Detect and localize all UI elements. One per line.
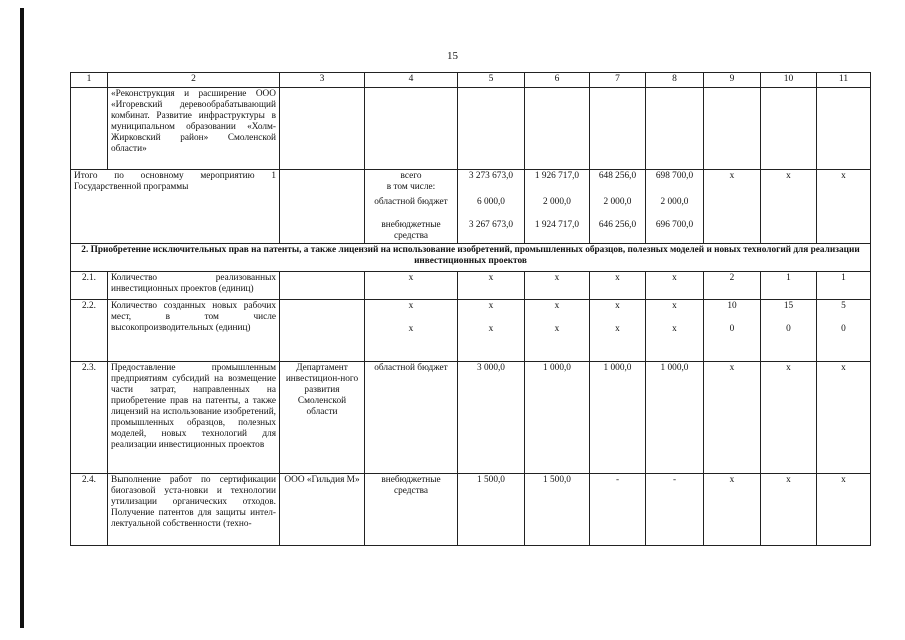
row-number: 2.3. bbox=[71, 362, 108, 474]
table-row-2-1 bbox=[71, 272, 871, 300]
cell-empty bbox=[71, 88, 108, 170]
value-extrabudget: 1 924 717,0 bbox=[534, 220, 580, 230]
cell-empty bbox=[704, 88, 761, 170]
value-line2: х bbox=[554, 324, 560, 334]
cell-empty bbox=[458, 88, 525, 170]
value-line1: х bbox=[554, 301, 560, 311]
cell-empty bbox=[525, 88, 590, 170]
cell-col9: 2 bbox=[704, 272, 761, 300]
col-number: 3 bbox=[280, 73, 365, 88]
cell-col11: х bbox=[817, 474, 871, 546]
value-regional: 2 000,0 bbox=[603, 197, 632, 207]
value-line2: х bbox=[615, 324, 620, 334]
row-number: 2.4. bbox=[71, 474, 108, 546]
value-line1: 5 bbox=[841, 301, 846, 311]
row-number: 2.2. bbox=[71, 300, 108, 362]
cell-col5: 3 000,0 bbox=[458, 362, 525, 474]
cell-col7 bbox=[590, 300, 646, 362]
value-line2: х bbox=[488, 324, 494, 334]
source-total: всего bbox=[400, 171, 422, 181]
col-number: 8 bbox=[646, 73, 704, 88]
cell-col8: - bbox=[646, 474, 704, 546]
cell-measure: Предоставление промышленным предприятиям субсидий на возмещение части затрат, направленных на приобретение прав на патенты, а также лицензий на использование изобретений, промышленных образцов, полезных моделей, новых технологий для реализации инвестиционных проектов bbox=[108, 362, 280, 474]
cell-total-label: Итого по основному мероприятию 1 Государственной программы bbox=[71, 170, 280, 244]
table-row-2-3 bbox=[71, 362, 871, 474]
cell-col9: х bbox=[704, 170, 761, 244]
value-extrabudget: 3 267 673,0 bbox=[468, 220, 514, 230]
value-line2: 0 bbox=[729, 324, 735, 334]
cell-empty bbox=[280, 300, 365, 362]
cell-col10 bbox=[761, 300, 817, 362]
cell-col5: 1 500,0 bbox=[458, 474, 525, 546]
value-line1: 10 bbox=[727, 301, 737, 311]
cell-col5: х bbox=[458, 272, 525, 300]
value-extrabudget: 646 256,0 bbox=[598, 220, 637, 230]
cell-empty bbox=[365, 88, 458, 170]
cell-measure: Выполнение работ по сертификации биогазовой уста-новки и технологии утилизации органических отходов. Получение патентов для защиты интел-лектуальной собственности (техно- bbox=[108, 474, 280, 546]
section-title: 2. Приобретение исключительных прав на патенты, а также лицензий на использование изобретений, промышленных образцов, полезных моделей и новых технологий для реализации инвестиционных проектов bbox=[71, 244, 871, 272]
value-line2: х bbox=[408, 324, 414, 334]
cell-col6: х bbox=[525, 272, 590, 300]
table-row-2-2 bbox=[71, 300, 871, 362]
cell-description: «Реконструкция и расширение ООО «Игоревский деревообрабатывающий комбинат. Развитие инфраструктуры в муниципальном образовании «Холм-Жирковский район» Смоленской области» bbox=[108, 88, 280, 170]
cell-col5 bbox=[458, 300, 525, 362]
value-line1: х bbox=[615, 301, 620, 311]
cell-col10: х bbox=[761, 362, 817, 474]
value-total: 648 256,0 bbox=[598, 171, 637, 181]
cell-col8 bbox=[646, 170, 704, 244]
source-extrabudget: внебюджетные средства bbox=[381, 220, 441, 241]
col-number: 11 bbox=[817, 73, 871, 88]
cell-col7 bbox=[590, 170, 646, 244]
cell-executor: Департамент инвестицион-ного развития Смоленской области bbox=[280, 362, 365, 474]
value-regional: 6 000,0 bbox=[477, 197, 505, 207]
cell-empty bbox=[817, 88, 871, 170]
cell-col10: х bbox=[761, 170, 817, 244]
cell-col8: х bbox=[646, 272, 704, 300]
cell-col8 bbox=[646, 300, 704, 362]
cell-empty bbox=[761, 88, 817, 170]
cell-empty bbox=[590, 88, 646, 170]
col-number: 7 bbox=[590, 73, 646, 88]
cell-funding-sources bbox=[365, 170, 458, 244]
value-line2: 0 bbox=[841, 324, 846, 334]
page-number: 15 bbox=[447, 50, 458, 62]
cell-executor: ООО «Гильдия М» bbox=[280, 474, 365, 546]
cell-col4: х bbox=[365, 272, 458, 300]
cell-col11: 1 bbox=[817, 272, 871, 300]
cell-col10: х bbox=[761, 474, 817, 546]
cell-col11: х bbox=[817, 170, 871, 244]
cell-empty bbox=[646, 88, 704, 170]
program-table bbox=[70, 72, 871, 546]
cell-funding-source: внебюджетные средства bbox=[365, 474, 458, 546]
value-line1: х bbox=[408, 301, 414, 311]
value-line1: х bbox=[672, 301, 677, 311]
col-number: 9 bbox=[704, 73, 761, 88]
cell-empty bbox=[280, 88, 365, 170]
value-line1: 15 bbox=[783, 301, 794, 311]
col-number: 10 bbox=[761, 73, 817, 88]
cell-col8: 1 000,0 bbox=[646, 362, 704, 474]
value-total: 3 273 673,0 bbox=[468, 171, 514, 181]
cell-funding-source: областной бюджет bbox=[365, 362, 458, 474]
cell-col9 bbox=[704, 300, 761, 362]
cell-col7: - bbox=[590, 474, 646, 546]
cell-col7: х bbox=[590, 272, 646, 300]
table-row-reconstruction bbox=[71, 88, 871, 170]
col-number: 4 bbox=[365, 73, 458, 88]
cell-col7: 1 000,0 bbox=[590, 362, 646, 474]
value-line1: х bbox=[488, 301, 494, 311]
value-regional: 2 000,0 bbox=[660, 197, 689, 207]
section-header-row bbox=[71, 244, 871, 272]
cell-indicator: Количество реализованных инвестиционных проектов (единиц) bbox=[108, 272, 280, 300]
value-extrabudget: 696 700,0 bbox=[655, 220, 694, 230]
source-incl: в том числе: bbox=[386, 182, 436, 192]
source-regional: областной бюджет bbox=[374, 197, 448, 207]
cell-col11 bbox=[817, 300, 871, 362]
table-row-total bbox=[71, 170, 871, 244]
cell-col9: х bbox=[704, 474, 761, 546]
cell-col4 bbox=[365, 300, 458, 362]
cell-empty bbox=[280, 272, 365, 300]
cell-col11: х bbox=[817, 362, 871, 474]
value-line2: 0 bbox=[786, 324, 791, 334]
cell-col6: 1 000,0 bbox=[525, 362, 590, 474]
cell-col10: 1 bbox=[761, 272, 817, 300]
cell-col9: х bbox=[704, 362, 761, 474]
cell-indicator: Количество созданных новых рабочих мест, в том числе высокопроизводительных (единиц) bbox=[108, 300, 280, 362]
value-total: 1 926 717,0 bbox=[534, 171, 580, 181]
table-row-2-4 bbox=[71, 474, 871, 546]
value-total: 698 700,0 bbox=[655, 171, 694, 181]
row-number: 2.1. bbox=[71, 272, 108, 300]
value-regional: 2 000,0 bbox=[543, 197, 571, 207]
cell-empty bbox=[280, 170, 365, 244]
column-number-row bbox=[71, 73, 871, 88]
col-number: 5 bbox=[458, 73, 525, 88]
col-number: 1 bbox=[71, 73, 108, 88]
col-number: 6 bbox=[525, 73, 590, 88]
value-line2: х bbox=[672, 324, 677, 334]
cell-col6: 1 500,0 bbox=[525, 474, 590, 546]
scan-left-edge bbox=[20, 8, 24, 628]
cell-col6 bbox=[525, 170, 590, 244]
col-number: 2 bbox=[108, 73, 280, 88]
cell-col6 bbox=[525, 300, 590, 362]
cell-col5 bbox=[458, 170, 525, 244]
